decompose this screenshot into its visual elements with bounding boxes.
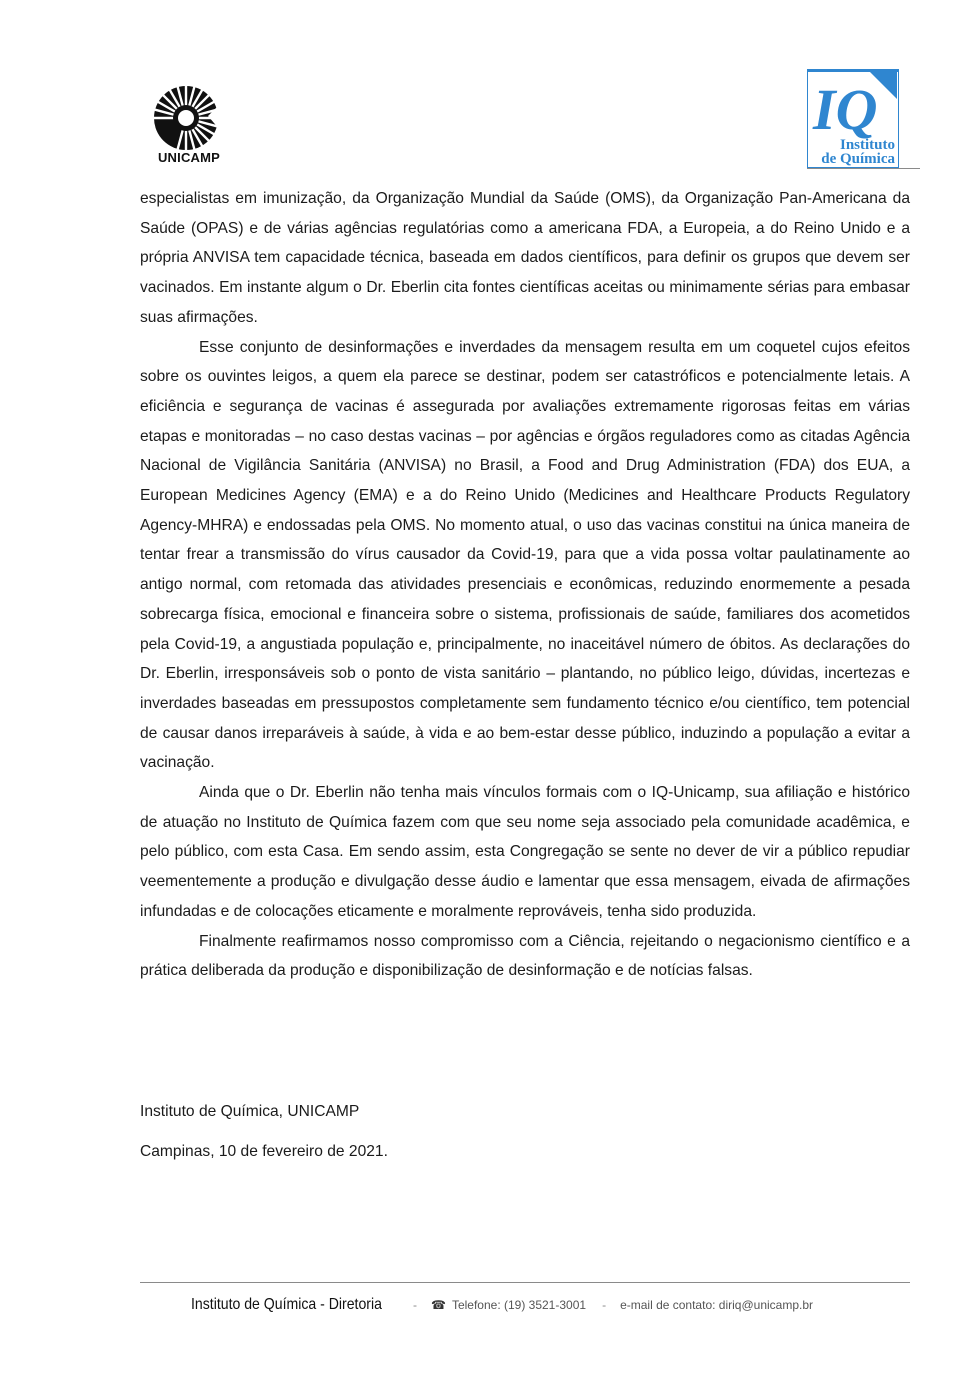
signature-institution: Instituto de Química, UNICAMP — [140, 1103, 360, 1120]
unicamp-emblem-icon — [146, 84, 232, 150]
footer-separator-2: - — [602, 1298, 607, 1312]
header-divider — [807, 168, 920, 169]
footer — [191, 1296, 891, 1314]
instituto-de-quimica-logo — [807, 69, 899, 168]
paragraph-3: Ainda que o Dr. Eberlin não tenha mais vínculos formais com o IQ-Unicamp, sua afiliação e histórico de atuação no Instituto de Química fazem com que seu nome seja associado pela comunidade acadêmica, e pelo público, com esta Casa. Em sendo assim, esta Congregação se sente no dever de vir a público repudiar veementemente a produção e divulgação desse áudio e lamentar que essa mensagem, eivada de afirmações infundadas e de colocações eticamente e moralmente reprováveis, tenha sido produzida. — [140, 784, 910, 920]
unicamp-logo — [146, 84, 232, 168]
paragraph-1: especialistas em imunização, da Organização Mundial da Saúde (OMS), da Organização Pan-Americana da Saúde (OPAS) e de várias agências regulatórias como a americana FDA, a Europeia, a do Reino Unido e a própria ANVISA tem capacidade técnica, baseada em dados científicos, para definir os grupos que devem ser vacinados. Em instante algum o Dr. Eberlin cita fontes científicas aceitas ou minimamente sérias para embasar suas afirmações. — [140, 190, 910, 326]
footer-separator: - — [413, 1298, 417, 1312]
footer-email: e-mail de contato: diriq@unicamp.br — [620, 1298, 813, 1312]
letter-body — [140, 184, 910, 986]
iq-subtitle-line1: Instituto — [839, 137, 895, 153]
footer-phone: Telefone: (19) 3521-3001 — [451, 1298, 587, 1312]
paragraph-2: Esse conjunto de desinformações e inverdades da mensagem resulta em um coquetel cujos efeitos sobre os ouvintes leigos, a quem ela parece se destinar, podem ser catastróficos e potencialmente letais. A eficiência e segurança de vacinas é assegurada por avaliações extremamente rigorosas feitas em várias etapas e monitoradas – no caso destas vacinas – por agências e órgãos reguladores como as citadas Agência Nacional de Vigilância Sanitária (ANVISA) no Brasil, a Food and Drug Administration (FDA) dos EUA, a European Medicines Agency (EMA) e a do Reino Unido (Medicines and Healthcare Products Regulatory Agency-MHRA) e endossadas pela OMS. No momento atual, o uso das vacinas constitui na única maneira de tentar frear a transmissão do vírus causador da Covid-19, para que a vida possa voltar paulatinamente ao antigo normal, com retomada das atividades presenciais e econômicas, reduzindo enormemente a pesada sobrecarga física, emocional e financeira sobre o sistema, profissionais de saúde, familiares dos acometidos pela Covid-19, a angustiada população e, principalmente, no inaceitável número de óbitos. As declarações do Dr. Eberlin, irresponsáveis sob o ponto de vista sanitário – plantando, no público leigo, dúvidas, incertezas e inverdades baseadas em pressupostos completamente sem fundamento técnico e/ou científico, tem potencial de causar danos irreparáveis à saúde, à vida e ao bem-estar desse público, induzindo a população a evitar a vacinação. — [140, 338, 910, 772]
iq-monogram: IQ — [813, 77, 878, 142]
signature-date: Campinas, 10 de fevereiro de 2021. — [140, 1143, 388, 1160]
iq-subtitle-line2: de Química — [821, 151, 895, 167]
footer-divider — [140, 1282, 910, 1283]
footer-institution: Instituto de Química - Diretoria — [191, 1296, 382, 1313]
letterhead — [0, 0, 980, 180]
telephone-icon: ☎ — [431, 1298, 446, 1312]
paragraph-4: Finalmente reafirmamos nosso compromisso com a Ciência, rejeitando o negacionismo científico e a prática deliberada da produção e disponibilização de desinformação e de notícias falsas. — [140, 932, 910, 980]
unicamp-wordmark: UNICAMP — [157, 150, 221, 165]
